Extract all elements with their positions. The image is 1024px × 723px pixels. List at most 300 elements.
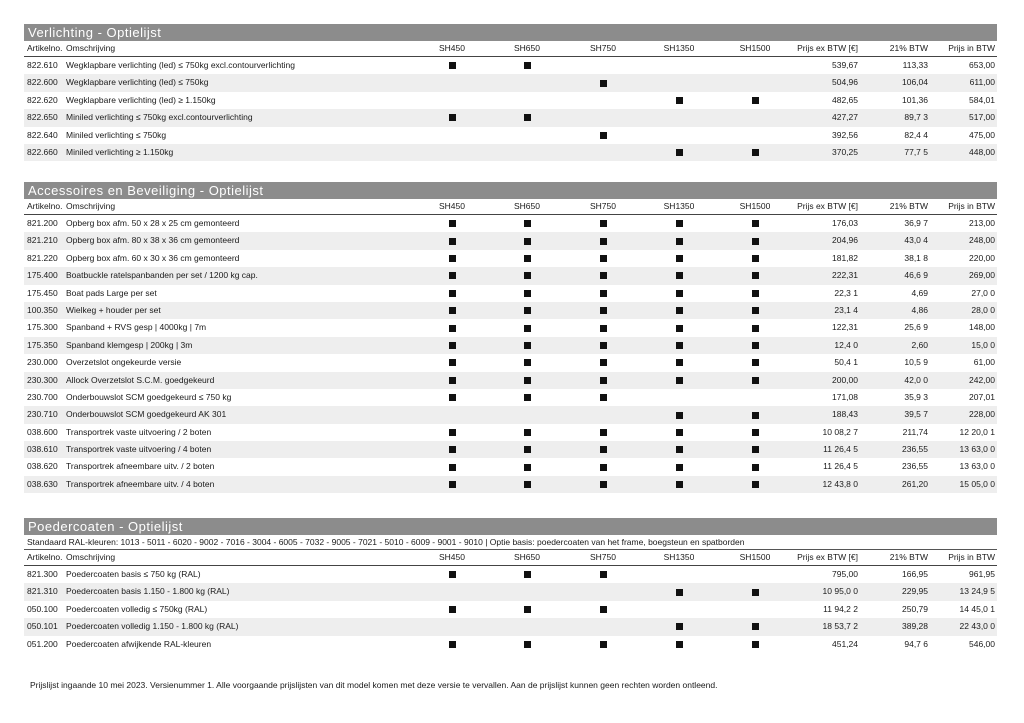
table-row bbox=[24, 302, 997, 319]
available-mark-icon bbox=[676, 623, 683, 630]
table-row bbox=[24, 144, 997, 161]
cell-btw: 94,7 6 bbox=[904, 638, 928, 649]
available-mark-icon bbox=[752, 377, 759, 384]
cell-availability bbox=[578, 319, 628, 336]
header-sh650: SH650 bbox=[514, 201, 540, 211]
cell-availability bbox=[578, 458, 628, 475]
available-mark-icon bbox=[676, 377, 683, 384]
cell-availability bbox=[654, 250, 704, 267]
cell-prijs-in-btw: 22 43,0 0 bbox=[959, 621, 995, 632]
available-mark-icon bbox=[524, 481, 531, 488]
cell-artikelno: 230.300 bbox=[27, 374, 58, 385]
available-mark-icon bbox=[600, 571, 607, 578]
header-prijs-in-btw: Prijs in BTW bbox=[948, 201, 995, 211]
table-row bbox=[24, 458, 997, 475]
cell-availability bbox=[654, 441, 704, 458]
cell-prijs-in-btw: 61,00 bbox=[973, 357, 995, 368]
cell-omschrijving: Poedercoaten volledig 1.150 - 1.800 kg (RAL) bbox=[66, 621, 239, 632]
cell-availability bbox=[427, 267, 477, 284]
cell-btw: 389,28 bbox=[902, 621, 928, 632]
cell-availability bbox=[578, 127, 628, 144]
cell-artikelno: 050.100 bbox=[27, 603, 58, 614]
cell-availability bbox=[654, 215, 704, 232]
cell-btw: 229,95 bbox=[902, 586, 928, 597]
section-verlichting bbox=[24, 24, 997, 161]
cell-prijs-ex-btw: 204,96 bbox=[832, 235, 858, 246]
cell-availability bbox=[730, 319, 780, 336]
cell-availability bbox=[578, 372, 628, 389]
cell-prijs-in-btw: 220,00 bbox=[969, 252, 995, 263]
cell-availability bbox=[502, 389, 552, 406]
available-mark-icon bbox=[600, 606, 607, 613]
cell-btw: 101,36 bbox=[902, 94, 928, 105]
table-row bbox=[24, 372, 997, 389]
header-sh450: SH450 bbox=[439, 552, 465, 562]
cell-prijs-in-btw: 12 20,0 1 bbox=[959, 426, 995, 437]
available-mark-icon bbox=[752, 290, 759, 297]
available-mark-icon bbox=[449, 446, 456, 453]
cell-artikelno: 822.640 bbox=[27, 129, 58, 140]
available-mark-icon bbox=[676, 641, 683, 648]
section-title: Verlichting - Optielijst bbox=[24, 24, 997, 41]
cell-btw: 236,55 bbox=[902, 461, 928, 472]
cell-prijs-in-btw: 475,00 bbox=[969, 129, 995, 140]
available-mark-icon bbox=[752, 307, 759, 314]
table-row bbox=[24, 267, 997, 284]
cell-btw: 89,7 3 bbox=[904, 112, 928, 123]
available-mark-icon bbox=[752, 325, 759, 332]
cell-availability bbox=[427, 389, 477, 406]
available-mark-icon bbox=[600, 307, 607, 314]
cell-prijs-in-btw: 653,00 bbox=[969, 60, 995, 70]
cell-artikelno: 821.220 bbox=[27, 252, 58, 263]
cell-availability bbox=[578, 424, 628, 441]
table-row bbox=[24, 232, 997, 249]
cell-availability bbox=[427, 476, 477, 493]
available-mark-icon bbox=[676, 429, 683, 436]
table-row bbox=[24, 424, 997, 441]
available-mark-icon bbox=[600, 238, 607, 245]
available-mark-icon bbox=[600, 377, 607, 384]
table-row bbox=[24, 57, 997, 74]
cell-prijs-in-btw: 611,00 bbox=[969, 77, 995, 88]
available-mark-icon bbox=[676, 238, 683, 245]
header-sh450: SH450 bbox=[439, 201, 465, 211]
available-mark-icon bbox=[676, 325, 683, 332]
available-mark-icon bbox=[752, 255, 759, 262]
header-btw: 21% BTW bbox=[889, 43, 928, 53]
table-row bbox=[24, 74, 997, 91]
header-sh450: SH450 bbox=[439, 43, 465, 53]
available-mark-icon bbox=[676, 342, 683, 349]
cell-btw: 77,7 5 bbox=[904, 146, 928, 157]
cell-availability bbox=[730, 302, 780, 319]
cell-btw: 35,9 3 bbox=[904, 391, 928, 402]
cell-omschrijving: Miniled verlichting ≥ 1.150kg bbox=[66, 146, 174, 157]
cell-omschrijving: Transportrek vaste uitvoering / 4 boten bbox=[66, 444, 212, 455]
available-mark-icon bbox=[600, 80, 607, 87]
cell-btw: 106,04 bbox=[902, 77, 928, 88]
cell-availability bbox=[502, 636, 552, 653]
cell-availability bbox=[654, 458, 704, 475]
available-mark-icon bbox=[600, 429, 607, 436]
header-sh750: SH750 bbox=[590, 43, 616, 53]
cell-availability bbox=[730, 215, 780, 232]
cell-availability bbox=[654, 354, 704, 371]
available-mark-icon bbox=[600, 464, 607, 471]
available-mark-icon bbox=[449, 394, 456, 401]
table-row bbox=[24, 618, 997, 635]
available-mark-icon bbox=[600, 132, 607, 139]
table-row bbox=[24, 250, 997, 267]
cell-btw: 38,1 8 bbox=[904, 252, 928, 263]
cell-availability bbox=[578, 232, 628, 249]
cell-availability bbox=[427, 302, 477, 319]
cell-btw: 250,79 bbox=[902, 603, 928, 614]
available-mark-icon bbox=[524, 272, 531, 279]
cell-prijs-ex-btw: 11 94,2 2 bbox=[823, 603, 858, 614]
header-prijs-in-btw: Prijs in BTW bbox=[948, 43, 995, 53]
cell-availability bbox=[578, 601, 628, 618]
available-mark-icon bbox=[600, 446, 607, 453]
header-sh750: SH750 bbox=[590, 552, 616, 562]
cell-availability bbox=[578, 337, 628, 354]
cell-availability bbox=[427, 250, 477, 267]
cell-btw: 82,4 4 bbox=[904, 129, 928, 140]
cell-prijs-ex-btw: 23,1 4 bbox=[834, 304, 858, 315]
cell-prijs-ex-btw: 370,25 bbox=[832, 146, 858, 157]
cell-availability bbox=[730, 285, 780, 302]
available-mark-icon bbox=[752, 641, 759, 648]
cell-availability bbox=[730, 232, 780, 249]
cell-availability bbox=[578, 636, 628, 653]
header-omschrijving: Omschrijving bbox=[66, 201, 116, 211]
cell-prijs-ex-btw: 392,56 bbox=[832, 129, 858, 140]
available-mark-icon bbox=[600, 359, 607, 366]
cell-btw: 113,33 bbox=[902, 60, 928, 70]
cell-prijs-ex-btw: 222,31 bbox=[832, 270, 858, 281]
cell-prijs-ex-btw: 12,4 0 bbox=[834, 339, 858, 350]
footer-note: Prijslijst ingaande 10 mei 2023. Versienummer 1. Alle voorgaande prijslijsten van dit model komen met deze versie te vervallen. Aan de prijslijst kunnen geen rechten worden ontleend. bbox=[30, 680, 718, 690]
cell-prijs-in-btw: 14 45,0 1 bbox=[959, 603, 995, 614]
available-mark-icon bbox=[449, 481, 456, 488]
cell-availability bbox=[502, 476, 552, 493]
section-poedercoaten bbox=[24, 518, 997, 653]
header-sh650: SH650 bbox=[514, 552, 540, 562]
cell-availability bbox=[502, 601, 552, 618]
cell-prijs-in-btw: 961,95 bbox=[969, 569, 995, 579]
cell-omschrijving: Allock Overzetslot S.C.M. goedgekeurd bbox=[66, 374, 215, 385]
cell-prijs-ex-btw: 10 95,0 0 bbox=[822, 586, 858, 597]
cell-omschrijving: Opberg box afm. 60 x 30 x 36 cm gemonteerd bbox=[66, 252, 240, 263]
available-mark-icon bbox=[600, 641, 607, 648]
cell-availability bbox=[730, 424, 780, 441]
cell-artikelno: 175.350 bbox=[27, 339, 58, 350]
available-mark-icon bbox=[449, 359, 456, 366]
cell-availability bbox=[730, 144, 780, 161]
available-mark-icon bbox=[524, 571, 531, 578]
header-sh1500: SH1500 bbox=[739, 201, 771, 211]
cell-prijs-in-btw: 15,0 0 bbox=[971, 339, 995, 350]
cell-prijs-in-btw: 207,01 bbox=[969, 391, 995, 402]
available-mark-icon bbox=[449, 307, 456, 314]
cell-prijs-in-btw: 213,00 bbox=[969, 218, 995, 228]
cell-prijs-in-btw: 584,01 bbox=[969, 94, 995, 105]
cell-prijs-ex-btw: 18 53,7 2 bbox=[822, 621, 858, 632]
cell-availability bbox=[427, 372, 477, 389]
header-prijs-ex-btw: Prijs ex BTW [€] bbox=[797, 552, 858, 562]
cell-omschrijving: Boatbuckle ratelspanbanden per set / 1200 kg cap. bbox=[66, 270, 258, 281]
available-mark-icon bbox=[449, 114, 456, 121]
cell-artikelno: 821.210 bbox=[27, 235, 58, 246]
cell-artikelno: 175.450 bbox=[27, 287, 58, 298]
cell-availability bbox=[502, 337, 552, 354]
header-omschrijving: Omschrijving bbox=[66, 43, 116, 53]
cell-availability bbox=[502, 232, 552, 249]
cell-artikelno: 038.620 bbox=[27, 461, 58, 472]
available-mark-icon bbox=[524, 429, 531, 436]
available-mark-icon bbox=[524, 290, 531, 297]
cell-artikelno: 175.400 bbox=[27, 270, 58, 281]
table-row bbox=[24, 127, 997, 144]
cell-artikelno: 175.300 bbox=[27, 322, 58, 333]
cell-availability bbox=[578, 250, 628, 267]
cell-prijs-ex-btw: 11 26,4 5 bbox=[823, 461, 858, 472]
cell-omschrijving: Wegklapbare verlichting (led) ≥ 1.150kg bbox=[66, 94, 216, 105]
cell-btw: 43,0 4 bbox=[904, 235, 928, 246]
available-mark-icon bbox=[449, 325, 456, 332]
section-subtitle: Standaard RAL-kleuren: 1013 - 5011 - 6020 - 9002 - 7016 - 3004 - 6005 - 7032 - 9005 - 7021 - 5010 - 6009 - 9001 - 9010 | Optie basis: poedercoaten van het frame, boegsteun en spatborden bbox=[24, 535, 997, 550]
cell-availability bbox=[578, 476, 628, 493]
available-mark-icon bbox=[600, 394, 607, 401]
available-mark-icon bbox=[449, 641, 456, 648]
header-sh1500: SH1500 bbox=[739, 552, 771, 562]
cell-availability bbox=[730, 458, 780, 475]
cell-availability bbox=[730, 583, 780, 600]
available-mark-icon bbox=[676, 307, 683, 314]
cell-availability bbox=[427, 337, 477, 354]
table-row bbox=[24, 636, 997, 653]
cell-availability bbox=[654, 476, 704, 493]
cell-prijs-in-btw: 13 24,9 5 bbox=[959, 586, 995, 597]
available-mark-icon bbox=[600, 290, 607, 297]
cell-omschrijving: Poedercoaten basis ≤ 750 kg (RAL) bbox=[66, 569, 201, 579]
available-mark-icon bbox=[676, 464, 683, 471]
cell-availability bbox=[654, 92, 704, 109]
available-mark-icon bbox=[524, 606, 531, 613]
cell-omschrijving: Wegklapbare verlichting (led) ≤ 750kg bbox=[66, 77, 209, 88]
cell-availability bbox=[654, 372, 704, 389]
cell-btw: 4,69 bbox=[911, 287, 928, 298]
available-mark-icon bbox=[600, 255, 607, 262]
table-row bbox=[24, 109, 997, 126]
available-mark-icon bbox=[449, 272, 456, 279]
header-btw: 21% BTW bbox=[889, 201, 928, 211]
cell-artikelno: 822.650 bbox=[27, 112, 58, 123]
cell-prijs-ex-btw: 181,82 bbox=[832, 252, 858, 263]
available-mark-icon bbox=[752, 220, 759, 227]
table-row bbox=[24, 441, 997, 458]
available-mark-icon bbox=[449, 290, 456, 297]
cell-availability bbox=[730, 476, 780, 493]
cell-availability bbox=[730, 250, 780, 267]
cell-artikelno: 100.350 bbox=[27, 304, 58, 315]
cell-availability bbox=[427, 354, 477, 371]
table-row bbox=[24, 601, 997, 618]
cell-availability bbox=[654, 636, 704, 653]
cell-btw: 236,55 bbox=[902, 444, 928, 455]
cell-btw: 36,9 7 bbox=[904, 218, 928, 228]
cell-availability bbox=[502, 109, 552, 126]
available-mark-icon bbox=[752, 446, 759, 453]
cell-prijs-ex-btw: 504,96 bbox=[832, 77, 858, 88]
cell-omschrijving: Opberg box afm. 50 x 28 x 25 cm gemonteerd bbox=[66, 218, 240, 228]
cell-prijs-in-btw: 242,00 bbox=[969, 374, 995, 385]
cell-availability bbox=[730, 636, 780, 653]
cell-prijs-ex-btw: 12 43,8 0 bbox=[822, 478, 858, 489]
available-mark-icon bbox=[752, 342, 759, 349]
cell-availability bbox=[578, 215, 628, 232]
cell-artikelno: 051.200 bbox=[27, 638, 58, 649]
cell-availability bbox=[578, 441, 628, 458]
cell-omschrijving: Poedercoaten volledig ≤ 750kg (RAL) bbox=[66, 603, 208, 614]
cell-omschrijving: Wielkeg + houder per set bbox=[66, 304, 161, 315]
cell-btw: 261,20 bbox=[902, 478, 928, 489]
cell-availability bbox=[578, 267, 628, 284]
cell-omschrijving: Miniled verlichting ≤ 750kg bbox=[66, 129, 167, 140]
available-mark-icon bbox=[676, 446, 683, 453]
available-mark-icon bbox=[676, 481, 683, 488]
cell-prijs-ex-btw: 188,43 bbox=[832, 409, 858, 420]
cell-prijs-ex-btw: 176,03 bbox=[832, 218, 858, 228]
available-mark-icon bbox=[676, 290, 683, 297]
cell-omschrijving: Spanband klemgesp | 200kg | 3m bbox=[66, 339, 193, 350]
cell-availability bbox=[427, 232, 477, 249]
section-title: Accessoires en Beveiliging - Optielijst bbox=[24, 182, 997, 199]
header-sh1500: SH1500 bbox=[739, 43, 771, 53]
cell-availability bbox=[502, 215, 552, 232]
cell-availability bbox=[578, 354, 628, 371]
cell-prijs-in-btw: 248,00 bbox=[969, 235, 995, 246]
cell-prijs-ex-btw: 122,31 bbox=[832, 322, 858, 333]
cell-availability bbox=[730, 372, 780, 389]
table-row bbox=[24, 354, 997, 371]
cell-availability bbox=[730, 354, 780, 371]
cell-availability bbox=[502, 319, 552, 336]
cell-artikelno: 822.610 bbox=[27, 60, 58, 70]
cell-availability bbox=[654, 424, 704, 441]
table-row bbox=[24, 215, 997, 232]
header-artikel: Artikelno. bbox=[27, 201, 63, 211]
cell-artikelno: 230.000 bbox=[27, 357, 58, 368]
cell-prijs-in-btw: 517,00 bbox=[969, 112, 995, 123]
available-mark-icon bbox=[524, 464, 531, 471]
cell-btw: 2,60 bbox=[911, 339, 928, 350]
cell-availability bbox=[502, 267, 552, 284]
cell-omschrijving: Transportrek afneembare uitv. / 2 boten bbox=[66, 461, 215, 472]
cell-prijs-in-btw: 448,00 bbox=[969, 146, 995, 157]
available-mark-icon bbox=[524, 446, 531, 453]
header-artikel: Artikelno. bbox=[27, 552, 63, 562]
available-mark-icon bbox=[524, 641, 531, 648]
table-row bbox=[24, 92, 997, 109]
header-omschrijving: Omschrijving bbox=[66, 552, 116, 562]
cell-availability bbox=[578, 389, 628, 406]
available-mark-icon bbox=[600, 220, 607, 227]
cell-artikelno: 822.620 bbox=[27, 94, 58, 105]
header-prijs-ex-btw: Prijs ex BTW [€] bbox=[797, 201, 858, 211]
cell-availability bbox=[654, 406, 704, 423]
available-mark-icon bbox=[676, 149, 683, 156]
cell-omschrijving: Transportrek vaste uitvoering / 2 boten bbox=[66, 426, 212, 437]
available-mark-icon bbox=[676, 359, 683, 366]
available-mark-icon bbox=[676, 220, 683, 227]
available-mark-icon bbox=[524, 114, 531, 121]
cell-btw: 39,5 7 bbox=[904, 409, 928, 420]
available-mark-icon bbox=[524, 62, 531, 69]
cell-availability bbox=[654, 232, 704, 249]
available-mark-icon bbox=[449, 464, 456, 471]
available-mark-icon bbox=[752, 97, 759, 104]
cell-availability bbox=[730, 441, 780, 458]
cell-availability bbox=[502, 285, 552, 302]
available-mark-icon bbox=[752, 464, 759, 471]
header-sh650: SH650 bbox=[514, 43, 540, 53]
cell-omschrijving: Spanband + RVS gesp | 4000kg | 7m bbox=[66, 322, 207, 333]
cell-prijs-in-btw: 148,00 bbox=[969, 322, 995, 333]
available-mark-icon bbox=[600, 342, 607, 349]
table-row bbox=[24, 476, 997, 493]
cell-availability bbox=[654, 583, 704, 600]
cell-artikelno: 821.200 bbox=[27, 218, 58, 228]
header-artikel: Artikelno. bbox=[27, 43, 63, 53]
cell-omschrijving: Wegklapbare verlichting (led) ≤ 750kg excl.contourverlichting bbox=[66, 60, 295, 70]
header-prijs-ex-btw: Prijs ex BTW [€] bbox=[797, 43, 858, 53]
available-mark-icon bbox=[449, 255, 456, 262]
cell-availability bbox=[427, 319, 477, 336]
header-btw: 21% BTW bbox=[889, 552, 928, 562]
cell-prijs-ex-btw: 11 26,4 5 bbox=[823, 444, 858, 455]
available-mark-icon bbox=[524, 307, 531, 314]
header-sh1350: SH1350 bbox=[663, 43, 695, 53]
cell-availability bbox=[427, 601, 477, 618]
available-mark-icon bbox=[449, 571, 456, 578]
cell-availability bbox=[502, 250, 552, 267]
cell-availability bbox=[502, 458, 552, 475]
cell-availability bbox=[427, 458, 477, 475]
cell-btw: 46,6 9 bbox=[904, 270, 928, 281]
available-mark-icon bbox=[752, 238, 759, 245]
available-mark-icon bbox=[524, 342, 531, 349]
cell-availability bbox=[730, 337, 780, 354]
cell-omschrijving: Poedercoaten basis 1.150 - 1.800 kg (RAL) bbox=[66, 586, 230, 597]
cell-availability bbox=[427, 441, 477, 458]
table-row bbox=[24, 566, 997, 583]
cell-prijs-in-btw: 269,00 bbox=[969, 270, 995, 281]
cell-artikelno: 230.710 bbox=[27, 409, 58, 420]
cell-availability bbox=[502, 302, 552, 319]
cell-availability bbox=[427, 566, 477, 583]
cell-availability bbox=[427, 636, 477, 653]
cell-availability bbox=[578, 74, 628, 91]
cell-btw: 211,74 bbox=[902, 426, 928, 437]
available-mark-icon bbox=[676, 589, 683, 596]
table-row bbox=[24, 337, 997, 354]
available-mark-icon bbox=[752, 272, 759, 279]
available-mark-icon bbox=[752, 149, 759, 156]
cell-prijs-ex-btw: 22,3 1 bbox=[834, 287, 858, 298]
table-row bbox=[24, 319, 997, 336]
